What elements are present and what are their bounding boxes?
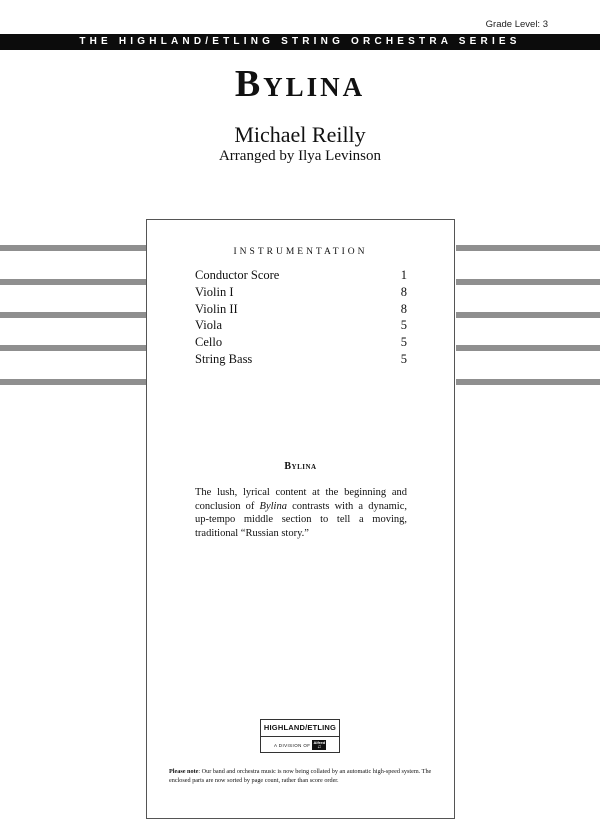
instrument-count: 5	[400, 351, 407, 366]
series-banner: THE HIGHLAND/ETLING STRING ORCHESTRA SERIES	[0, 34, 600, 50]
instrument-name: Conductor Score	[195, 268, 280, 282]
publisher-logo	[260, 719, 340, 753]
instrument-name: Violin II	[195, 301, 238, 316]
note-text: : Our band and orchestra music is now being collated by an automatic high-speed system. The enclosed parts are now sorted by page count, rather than score order.	[169, 768, 432, 784]
publisher-logo-name: HIGHLAND/ETLING	[261, 720, 339, 737]
instrument-name: String Bass	[195, 351, 253, 366]
instrumentation-list	[195, 267, 407, 368]
notes-text-after: contrasts with a dynamic, up-tempo middle section to tell a moving, traditional “Russian story.”	[195, 500, 407, 539]
stripe-left	[0, 379, 147, 385]
instrument-count: 8	[400, 284, 407, 299]
instrumentation-row	[195, 334, 407, 351]
instrument-name: Cello	[195, 335, 223, 350]
instrument-count: 5	[400, 335, 407, 350]
publisher-division-label: A DIVISION OF	[273, 742, 311, 748]
page-title: Bylina	[234, 63, 366, 105]
alfred-logo-text: Alfred	[313, 740, 326, 745]
publisher-logo-division	[261, 737, 339, 753]
info-panel	[146, 219, 455, 819]
stripe-left	[0, 312, 147, 318]
notes-text-before: The lush, lyrical content at the beginning and conclusion of	[195, 487, 407, 512]
instrument-count: 5	[400, 318, 407, 333]
instrument-name: Violin I	[195, 284, 234, 299]
instrument-name: Viola	[195, 318, 223, 333]
stripe-left	[0, 279, 147, 285]
arranger-credit: Arranged by Ilya Levinson	[218, 148, 382, 164]
stripe-left	[0, 245, 147, 251]
stripe-right	[456, 312, 600, 318]
collation-note	[169, 767, 435, 785]
grade-level: Grade Level: 3	[485, 19, 548, 30]
instrumentation-row	[195, 267, 407, 284]
stripe-right	[456, 379, 600, 385]
stripe-left	[0, 345, 147, 351]
composer-name: Michael Reilly	[234, 122, 366, 147]
instrument-count: 8	[400, 301, 407, 316]
stripe-right	[456, 245, 600, 251]
stripe-right	[456, 279, 600, 285]
instrumentation-row	[195, 284, 407, 301]
instrumentation-row	[195, 351, 407, 368]
instrumentation-heading: INSTRUMENTATION	[233, 247, 368, 257]
notes-italic-title: Bylina	[259, 500, 287, 512]
instrumentation-row	[195, 301, 407, 318]
alfred-logo-icon: Alfred ♫	[313, 740, 326, 750]
notes-heading: Bylina	[284, 461, 317, 472]
instrument-count: 1	[400, 268, 407, 282]
note-label: Please note	[169, 768, 199, 775]
instrumentation-row	[195, 317, 407, 334]
program-notes	[195, 486, 407, 540]
stripe-right	[456, 345, 600, 351]
